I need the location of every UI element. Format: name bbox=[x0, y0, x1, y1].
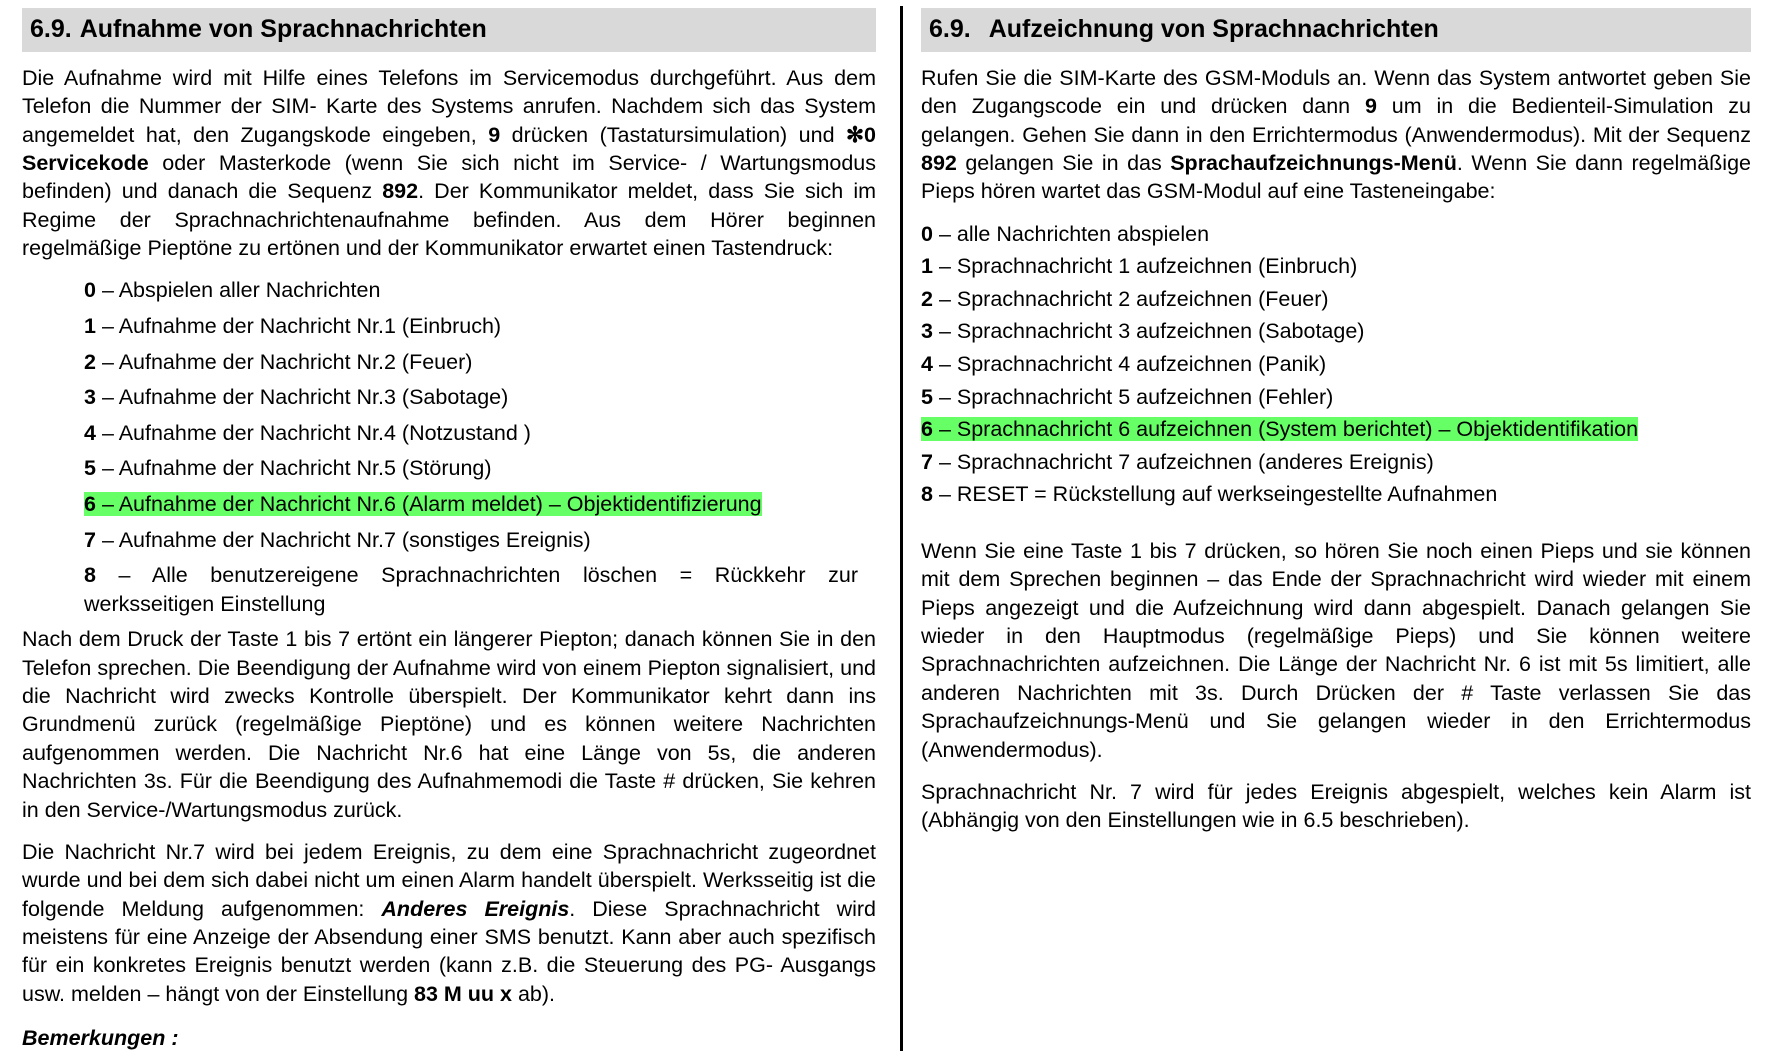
right-key-1: 1 bbox=[921, 254, 933, 279]
left-key-0: 0 bbox=[84, 278, 96, 303]
right-key-0: 0 bbox=[921, 221, 933, 246]
right-paragraph-2: Wenn Sie eine Taste 1 bis 7 drücken, so hören Sie noch einen Pieps und sie können mit dem Sprechen beginnen – das Ende der Sprachnachricht wird wieder mit einem Pieps angezeigt und die Aufzeichnung wird dann abgespielt. Danach gelangen Sie wieder in den Hauptmodus (regelmäßige Pieps) und Sie können weitere Sprachnachrichten aufzeichnen. Die Länge der Nachricht Nr. 6 ist mit 5s limitiert, alle anderen Nachrichten mit 3s. Durch Drücken der # Taste verlassen Sie das Sprachaufzeichnungs-Menü und Sie gelangen wieder in den Errichtermodus (Anwendermodus). bbox=[921, 538, 1751, 762]
list-item bbox=[84, 561, 876, 618]
list-item bbox=[84, 454, 876, 483]
right-paragraph-3: Sprachnachricht Nr. 7 wird für jedes Ereignis abgespielt, welches kein Alarm ist (Abhängig von den Einstellungen wie in 6.5 beschrieben). bbox=[921, 779, 1751, 833]
left-section-title: Aufnahme von Sprachnachrichten bbox=[79, 15, 487, 43]
right-key-6: 6 bbox=[921, 417, 933, 442]
list-item bbox=[921, 220, 1751, 249]
left-intro-servicekode: ✻0 Servicekode bbox=[22, 122, 876, 175]
right-key-4-desc: – Sprachnachricht 4 aufzeichnen (Panik) bbox=[938, 352, 1327, 376]
right-key-8: 8 bbox=[921, 482, 933, 507]
list-item-highlighted bbox=[921, 415, 1751, 444]
right-key-3-desc: – Sprachnachricht 3 aufzeichnen (Sabotage) bbox=[938, 319, 1365, 344]
right-intro-text-1: Rufen Sie die SIM-Karte des GSM-Moduls an. Wenn das System antwortet geben Sie den Zugangscode ein und drücken dann bbox=[921, 65, 1751, 119]
right-key-4: 4 bbox=[921, 352, 933, 376]
left-intro-text-1: Die Aufnahme wird mit Hilfe eines Telefons im Servicemodus durchgeführt. Aus dem Telefon die Nummer der SIM- Karte des Systems anrufen. Nachdem sich das System angemeldet hat, den Zugangskode eingeben, bbox=[22, 65, 876, 147]
right-key-8-desc: – RESET = Rückstellung auf werkseingestellte Aufnahmen bbox=[938, 482, 1498, 507]
list-item bbox=[921, 252, 1751, 281]
left-key-4: 4 bbox=[84, 420, 96, 445]
left-key-5: 5 bbox=[84, 456, 96, 481]
left-para3-setting-code: 83 M uu x bbox=[414, 981, 512, 1006]
list-item bbox=[84, 383, 876, 412]
list-item bbox=[921, 285, 1751, 314]
left-para3-text-c: ab). bbox=[512, 981, 556, 1006]
right-intro-key-9: 9 bbox=[1364, 94, 1377, 119]
list-item bbox=[921, 350, 1751, 379]
left-key-7: 7 bbox=[84, 527, 96, 552]
left-section-heading bbox=[22, 8, 876, 52]
left-key-2-desc: – Aufnahme der Nachricht Nr.2 (Feuer) bbox=[101, 349, 473, 374]
right-section-number: 6.9. bbox=[929, 15, 971, 43]
left-intro-paragraph bbox=[22, 64, 876, 263]
list-item bbox=[84, 276, 876, 305]
right-key-7-desc: – Sprachnachricht 7 aufzeichnen (anderes Ereignis) bbox=[938, 449, 1434, 474]
right-section-heading bbox=[921, 8, 1751, 52]
right-key-0-desc: – alle Nachrichten abspielen bbox=[938, 221, 1210, 246]
left-para3-text-a: Die Nachricht Nr.7 wird bei jedem Ereignis, zu dem eine Sprachnachricht zugeordnet wurde und bei dem sich dabei nicht um einen Alarm handelt überspielt. Werksseitig ist die folgende Meldung aufgenommen: bbox=[22, 839, 876, 921]
right-key-7: 7 bbox=[921, 449, 933, 474]
list-item-highlighted bbox=[84, 490, 876, 519]
left-section-number: 6.9. bbox=[30, 15, 72, 43]
left-key-8-desc: – Alle benutzereigene Sprachnachrichten löschen = Rückkehr zur werksseitigen Einstellung bbox=[84, 563, 858, 616]
left-intro-text-4: . Der Kommunikator meldet, dass Sie sich im Regime der Sprachnachrichtenaufnahme befinden. Aus dem Hörer beginnen regelmäßige Pieptöne zu ertönen und der Kommunikator erwartet einen Tastendruck: bbox=[22, 179, 877, 260]
left-paragraph-2: Nach dem Druck der Taste 1 bis 7 ertönt ein längerer Piepton; danach können Sie in den Telefon sprechen. Die Beendigung der Aufnahme wird von einem Piepton signalisiert, und die Nachricht wird zwecks Kontrolle überspielt. Der Kommunikator kehrt dann ins Grundmenü zurück (regelmäßige Pieptöne) und es können weitere Nachrichten aufgenommen werden. Die Nachricht Nr.6 hat eine Länge von 5s, die anderen Nachrichten 3s. Für die Beendigung des Aufnahmemodi die Taste # drücken, Sie kehren in den Service-/Wartungsmodus zurück. bbox=[22, 627, 876, 822]
left-para3-text-b: . Diese Sprachnachricht wird meistens für eine Anzeige der Absendung einer SMS benutzt. Kann aber auch spezifisch für ein konkretes Ereignis benutzt werden (kann z.B. die Steuerung des PG- Ausgangs usw. melden – hängt von der Einstellung bbox=[22, 896, 877, 1006]
left-key-1: 1 bbox=[84, 313, 96, 338]
right-key-3: 3 bbox=[921, 319, 933, 344]
left-intro-text-2: drücken (Tastatursimulation) und bbox=[500, 122, 847, 147]
left-intro-key-9: 9 bbox=[488, 122, 501, 147]
left-key-3: 3 bbox=[84, 385, 96, 410]
left-key-1-desc: – Aufnahme der Nachricht Nr.1 (Einbruch) bbox=[101, 313, 502, 338]
left-key-5-desc: – Aufnahme der Nachricht Nr.5 (Störung) bbox=[101, 456, 492, 481]
right-key-1-desc: – Sprachnachricht 1 aufzeichnen (Einbruch) bbox=[938, 254, 1358, 279]
left-key-list bbox=[22, 276, 876, 618]
left-key-6-desc: – Aufnahme der Nachricht Nr.6 (Alarm meldet) – Objektidentifizierung bbox=[101, 491, 762, 516]
right-key-6-desc: – Sprachnachricht 6 aufzeichnen (System berichtet) – Objektidentifikation bbox=[938, 417, 1639, 442]
right-key-list bbox=[921, 220, 1751, 509]
left-intro-text-3: oder Masterkode (wenn Sie sich nicht im Service- / Wartungsmodus befinden) und danach die Sequenz bbox=[22, 150, 876, 204]
left-key-7-desc: – Aufnahme der Nachricht Nr.7 (sonstiges Ereignis) bbox=[101, 527, 591, 552]
list-item bbox=[84, 348, 876, 377]
right-key-5: 5 bbox=[921, 384, 933, 409]
list-item bbox=[84, 419, 876, 448]
right-intro-text-2: um in die Bedienteil-Simulation zu gelangen. Gehen Sie dann in den Errichtermodus (Anwendermodus). Mit der Sequenz bbox=[921, 94, 1752, 147]
left-key-4-desc: – Aufnahme der Nachricht Nr.4 (Notzustand ) bbox=[101, 420, 531, 445]
list-item bbox=[84, 526, 876, 555]
left-key-0-desc: – Abspielen aller Nachrichten bbox=[101, 278, 381, 303]
right-key-2: 2 bbox=[921, 286, 933, 311]
right-intro-paragraph bbox=[921, 64, 1751, 206]
left-para3-anderes-ereignis: Anderes Ereignis bbox=[381, 896, 570, 921]
list-item bbox=[921, 383, 1751, 412]
left-remarks-label: Bemerkungen : bbox=[22, 1026, 179, 1051]
left-key-2: 2 bbox=[84, 349, 96, 374]
right-intro-text-4: . Wenn Sie dann regelmäßige Pieps hören wartet das GSM-Modul auf eine Tasteneingabe: bbox=[921, 150, 1751, 204]
right-spacer bbox=[921, 515, 1751, 537]
left-paragraph-3 bbox=[22, 838, 876, 1008]
right-intro-sequence-892: 892 bbox=[921, 150, 957, 175]
left-key-6: 6 bbox=[84, 491, 96, 516]
list-item bbox=[921, 317, 1751, 346]
right-column bbox=[903, 0, 1769, 1057]
right-key-2-desc: – Sprachnachricht 2 aufzeichnen (Feuer) bbox=[938, 286, 1329, 311]
right-key-5-desc: – Sprachnachricht 5 aufzeichnen (Fehler) bbox=[938, 384, 1334, 409]
left-key-3-desc: – Aufnahme der Nachricht Nr.3 (Sabotage) bbox=[101, 385, 509, 410]
list-item bbox=[921, 480, 1751, 509]
left-intro-sequence-892: 892 bbox=[382, 179, 419, 204]
right-intro-text-3: gelangen Sie in das bbox=[956, 150, 1171, 175]
list-item bbox=[921, 448, 1751, 477]
right-section-title: Aufzeichnung von Sprachnachrichten bbox=[988, 15, 1439, 43]
list-item bbox=[84, 312, 876, 341]
right-intro-menu-name: Sprachaufzeichnungs-Menü bbox=[1170, 150, 1457, 175]
left-key-8: 8 bbox=[84, 563, 96, 588]
